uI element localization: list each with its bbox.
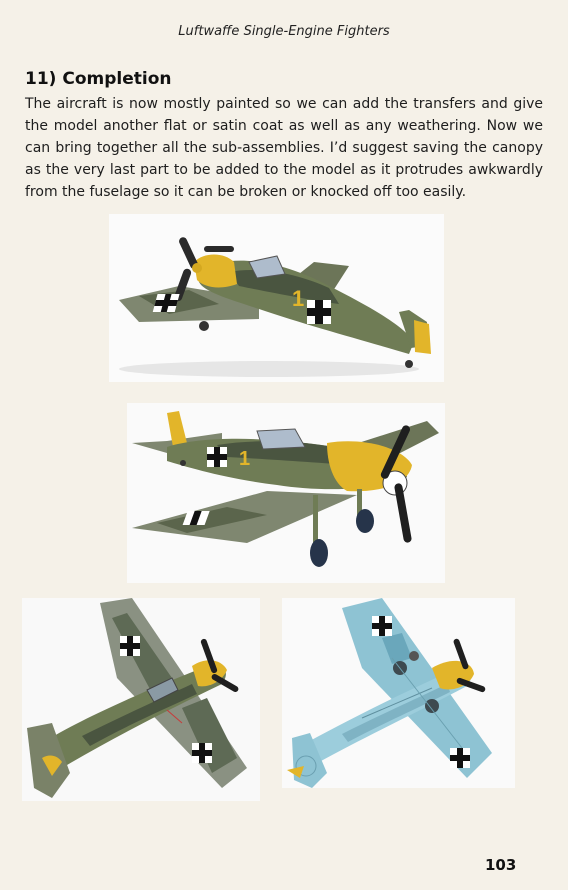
body-paragraph: The aircraft is now mostly painted so we can add the transfers and give the model another flat or satin coat as well as any weathering. Now we can bring together all the sub-assemblies. I’d suggest saving the canopy as the very last part to be added to the model as it protrudes awkwardly from the fuselage so it can be broken or knocked off too easily. xyxy=(25,96,543,200)
aircraft-illustration xyxy=(282,598,515,788)
aircraft-illustration xyxy=(127,403,445,583)
aircraft-illustration xyxy=(22,598,260,801)
photo-front-three-quarter xyxy=(109,214,444,382)
photo-nose-gear-view xyxy=(127,403,445,583)
fuselage-number: 1 xyxy=(239,448,251,470)
fuselage-number: 1 xyxy=(292,286,305,311)
photo-top-down-view xyxy=(22,598,260,801)
running-header: Luftwaffe Single-Engine Fighters xyxy=(178,24,390,39)
photo-underside-view xyxy=(282,598,515,788)
aircraft-illustration xyxy=(109,214,444,382)
page-number: 103 xyxy=(485,856,517,874)
section-title: 11) Completion xyxy=(25,69,172,89)
